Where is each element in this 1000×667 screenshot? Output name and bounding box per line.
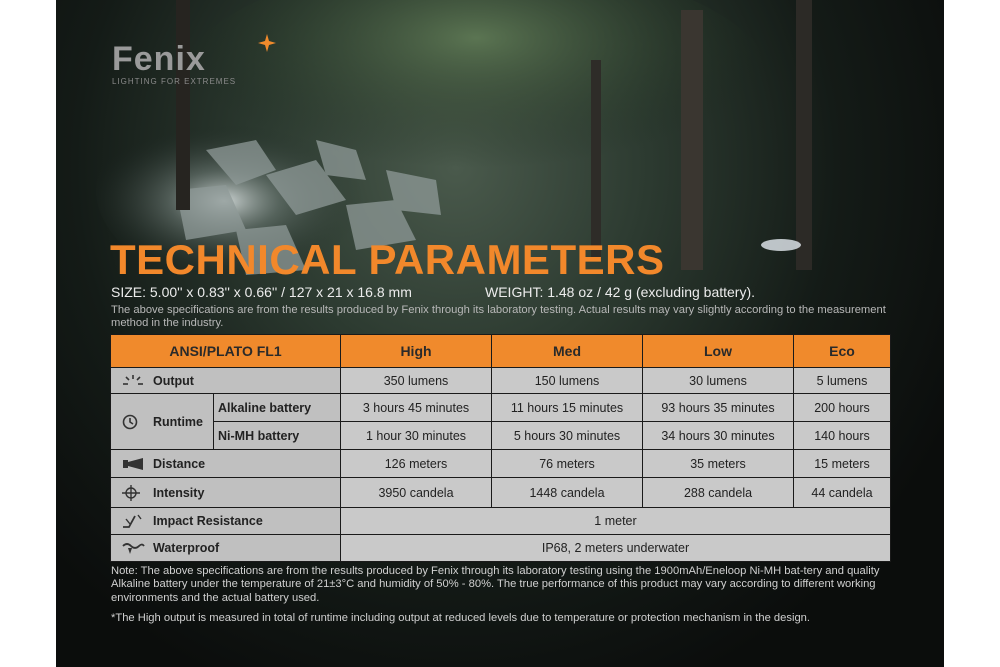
waterproof-icon <box>121 540 145 556</box>
intensity-med: 1448 candela <box>492 478 643 508</box>
impact-label: Impact Resistance <box>153 514 263 528</box>
table-row-intensity <box>111 478 891 508</box>
intensity-icon <box>121 485 145 501</box>
table-row-waterproof <box>111 535 891 562</box>
intensity-low: 288 candela <box>643 478 794 508</box>
spec-table <box>110 334 891 562</box>
output-high: 350 lumens <box>341 368 492 394</box>
header-standard: ANSI/PLATO FL1 <box>111 335 341 368</box>
impact-value: 1 meter <box>341 508 891 535</box>
header-low: Low <box>643 335 794 368</box>
output-low: 30 lumens <box>643 368 794 394</box>
output-icon <box>121 373 145 389</box>
nimh-eco: 140 hours <box>794 422 891 450</box>
runtime-label: Runtime <box>153 414 203 429</box>
nimh-med: 5 hours 30 minutes <box>492 422 643 450</box>
table-row-output <box>111 368 891 394</box>
table-row-distance <box>111 450 891 478</box>
intensity-label: Intensity <box>153 485 205 500</box>
high-output-footnote: *The High output is measured in total of runtime including output at reduced levels due to temperature or protection mechanism in the design. <box>111 612 810 624</box>
clock-icon <box>121 414 145 430</box>
alkaline-high: 3 hours 45 minutes <box>341 394 492 422</box>
waterproof-label: Waterproof <box>153 541 220 555</box>
output-eco: 5 lumens <box>794 368 891 394</box>
nimh-high: 1 hour 30 minutes <box>341 422 492 450</box>
table-row-runtime-nimh <box>111 422 891 450</box>
distance-icon <box>121 456 145 472</box>
output-med: 150 lumens <box>492 368 643 394</box>
waterproof-value: IP68, 2 meters underwater <box>341 535 891 562</box>
disclaimer-text: The above specifications are from the results produced by Fenix through its laboratory testing. Actual results may vary slightly according to the measurement method in the industry. <box>111 304 886 329</box>
intensity-high: 3950 candela <box>341 478 492 508</box>
distance-low: 35 meters <box>643 450 794 478</box>
nimh-label: Ni-MH battery <box>214 422 341 450</box>
intensity-eco: 44 candela <box>794 478 891 508</box>
size-spec: SIZE: 5.00'' x 0.83'' x 0.66'' / 127 x 21 x 16.8 mm <box>111 284 412 300</box>
alkaline-label: Alkaline battery <box>214 394 341 422</box>
logo-tagline: LIGHTING FOR EXTREMES <box>112 77 237 86</box>
distance-med: 76 meters <box>492 450 643 478</box>
table-row-impact <box>111 508 891 535</box>
alkaline-eco: 200 hours <box>794 394 891 422</box>
impact-icon <box>121 513 145 529</box>
header-med: Med <box>492 335 643 368</box>
weight-spec: WEIGHT: 1.48 oz / 42 g (excluding battery). <box>485 284 756 300</box>
alkaline-med: 11 hours 15 minutes <box>492 394 643 422</box>
header-high: High <box>341 335 492 368</box>
distance-label: Distance <box>153 456 206 471</box>
table-row-runtime-alkaline <box>111 394 891 422</box>
logo-wordmark: Fenix <box>112 40 206 78</box>
output-label: Output <box>153 373 194 388</box>
alkaline-low: 93 hours 35 minutes <box>643 394 794 422</box>
nimh-low: 34 hours 30 minutes <box>643 422 794 450</box>
testing-note: Note: The above specifications are from the results produced by Fenix through its laboratory testing using the 1900mAh/Eneloop Ni-MH bat-tery and quality Alkaline battery under the temperature of 21±3°C and humidity of 50% - 80%. The true performance of this product may vary according to different working environments and the actual battery used. <box>111 565 880 604</box>
header-eco: Eco <box>794 335 891 368</box>
fenix-logo <box>112 42 236 86</box>
table-header-row <box>111 335 891 368</box>
distance-eco: 15 meters <box>794 450 891 478</box>
distance-high: 126 meters <box>341 450 492 478</box>
page-title: TECHNICAL PARAMETERS <box>110 236 665 283</box>
star-icon <box>258 34 276 52</box>
